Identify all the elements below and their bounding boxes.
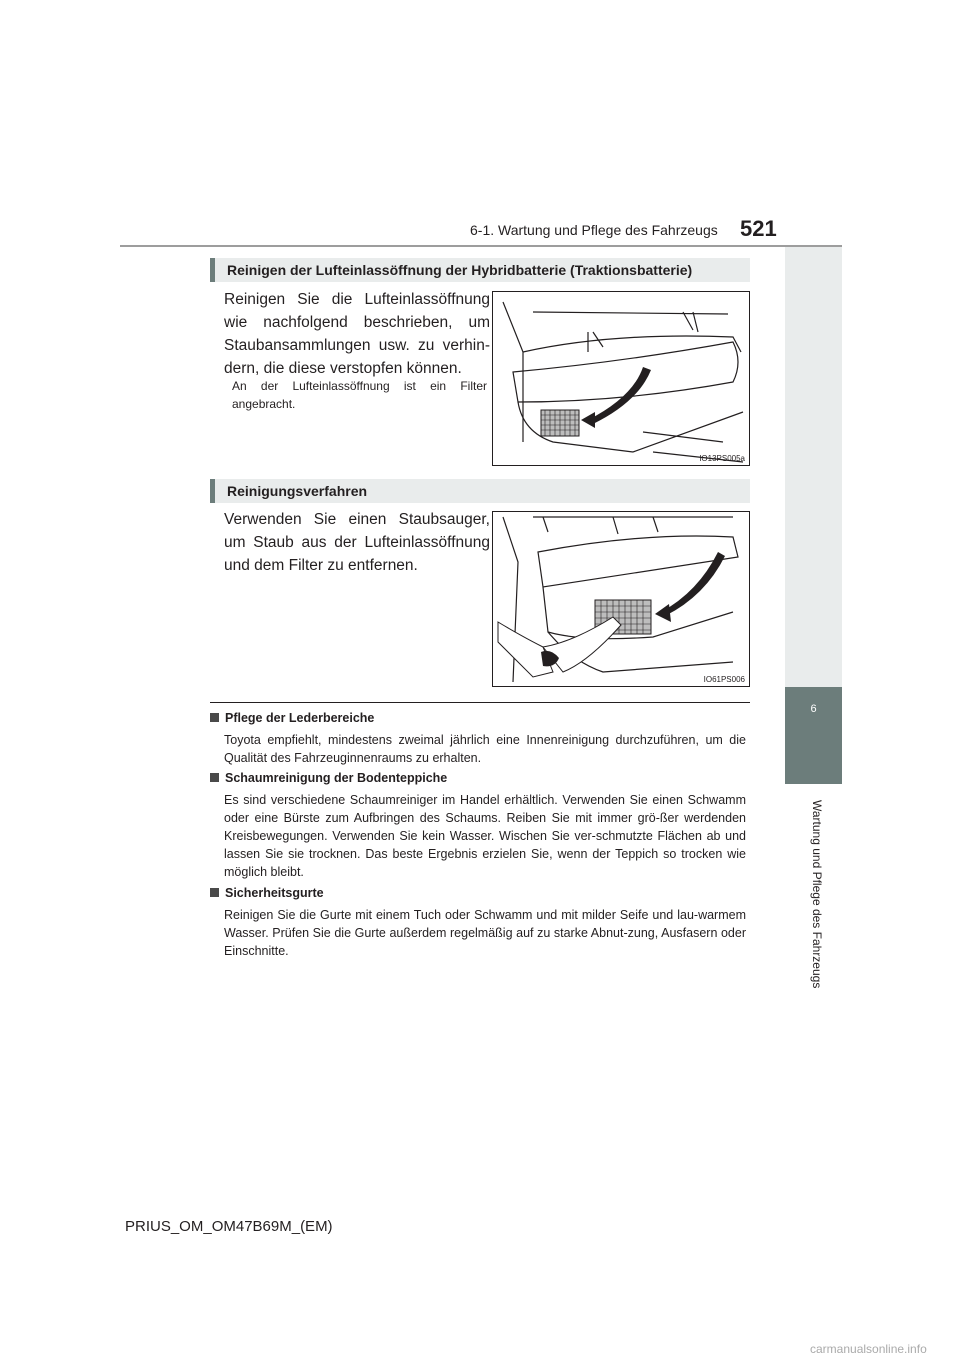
- rear-seat-drawing: [493, 292, 749, 465]
- square-bullet-icon: [210, 713, 219, 722]
- chapter-tab: [785, 687, 842, 784]
- watermark-logo: carmanualsonline.info: [810, 1342, 927, 1356]
- notes-divider: [210, 702, 750, 703]
- square-bullet-icon: [210, 888, 219, 897]
- section-body-air-intake: Reinigen Sie die Lufteinlassöffnung wie nachfolgend beschrieben, um Staubansammlungen usw. zu verhin-dern, die diese verstopfen können.: [224, 291, 490, 377]
- rear-seat-illustration: [492, 291, 750, 466]
- chapter-number: 6: [810, 703, 817, 715]
- document-id: PRIUS_OM_OM47B69M_(EM): [125, 1218, 333, 1235]
- figure-code: IO61PS006: [703, 675, 745, 684]
- square-bullet-icon: [210, 773, 219, 782]
- note-heading-seatbelts: Sicherheitsgurte: [210, 886, 324, 900]
- chapter-title: Wartung und Pflege des Fahrzeugs: [810, 800, 824, 989]
- section-title: 6-1. Wartung und Pflege des Fahrzeugs: [470, 222, 718, 238]
- side-tab-background: [785, 247, 842, 687]
- note-heading-leather: Pflege der Lederbereiche: [210, 711, 374, 725]
- vacuum-cleaning-illustration: [492, 511, 750, 687]
- note-body-leather: Toyota empfiehlt, mindestens zweimal jährlich eine Innenreinigung durchzuführen, um die Qualität des Fahrzeuginnenraums zu erhalten.: [224, 733, 746, 765]
- section-heading-procedure: Reinigungsverfahren: [210, 479, 750, 503]
- section-body-procedure: Verwenden Sie einen Staubsauger, um Staub aus der Lufteinlassöffnung und dem Filter zu entfernen.: [224, 511, 490, 574]
- note-body-seatbelts: Reinigen Sie die Gurte mit einem Tuch oder Schwamm und mit milder Seife und lau-warmem Wasser. Prüfen Sie die Gurte außerdem regelmäßig auf zu starke Abnut-zung, Ausfasern oder Einschnitte.: [224, 908, 746, 958]
- header-divider: [120, 245, 842, 247]
- page-number: 521: [740, 216, 777, 241]
- filter-note: An der Lufteinlassöffnung ist ein Filter angebracht.: [232, 379, 487, 411]
- note-heading-carpet: Schaumreinigung der Bodenteppiche: [210, 771, 447, 785]
- vacuum-drawing: [493, 512, 749, 686]
- figure-code: IO13PS005a: [699, 454, 745, 463]
- section-heading-air-intake: Reinigen der Lufteinlassöffnung der Hybridbatterie (Traktionsbatterie): [210, 258, 750, 282]
- note-body-carpet: Es sind verschiedene Schaumreiniger im Handel erhältlich. Verwenden Sie einen Schwamm oder eine Bürste zum Aufbringen des Schaums. Reiben Sie mit immer grö-ßer werdenden Kreisbewegungen. Verwenden Sie kein Wasser. Wischen Sie ver-schmutzte Flächen ab und lassen Sie sie trocknen. Das beste Ergebnis erzielen Sie, wenn der Teppich so trocken wie möglich bleibt.: [224, 793, 746, 879]
